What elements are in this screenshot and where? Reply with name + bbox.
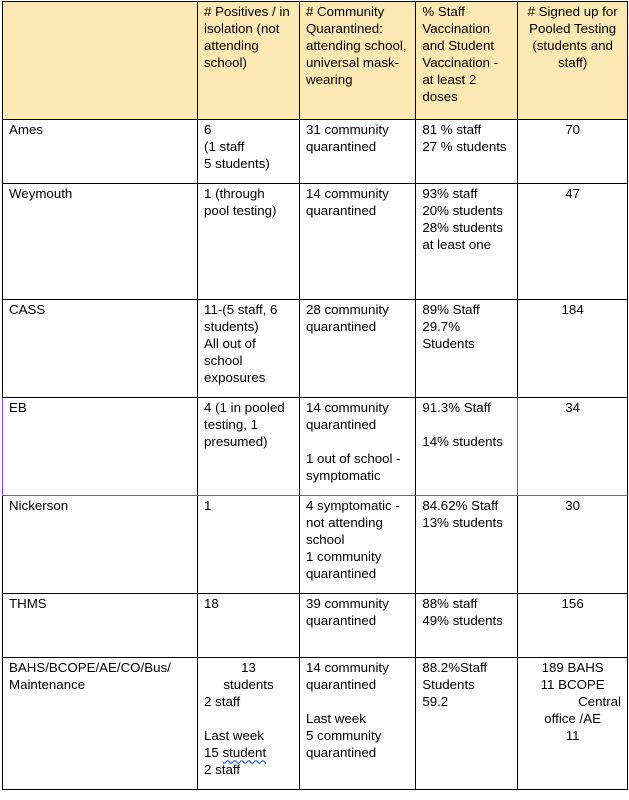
- table-row-bahs: [3, 658, 628, 790]
- positives-cell: [198, 594, 300, 658]
- table-row-cass: [3, 300, 628, 398]
- pooled-cell: 34: [518, 398, 628, 496]
- table-row-weymouth: [3, 184, 628, 300]
- spacer: [306, 693, 409, 710]
- vaccination-line: 20% students: [422, 203, 503, 218]
- vaccination-line: 27 % students: [422, 139, 507, 154]
- quarantined-line: Last week: [305, 711, 366, 726]
- positives-line: All out of school exposures: [204, 336, 266, 385]
- pooled-cell: [518, 658, 628, 790]
- quarantined-line: 39 community quarantined: [305, 596, 393, 628]
- header-school: [3, 2, 198, 120]
- positives-cell: [198, 120, 300, 184]
- positives-cell: [198, 300, 300, 398]
- positives-line: 18: [204, 596, 219, 611]
- table-row-ames: [3, 120, 628, 184]
- positives-cell: [198, 658, 300, 790]
- vaccination-line: 84.62% Staff: [422, 498, 499, 513]
- table-row-thms: [3, 594, 628, 658]
- vaccination-line: 14% students: [422, 434, 503, 449]
- header-vaccination: % Staff Vaccination and Student Vaccination - at least 2 doses: [416, 2, 518, 120]
- vaccination-line: Students: [422, 677, 475, 692]
- positives-line: 13: [241, 660, 256, 675]
- positives-cell: [198, 398, 300, 496]
- pooled-line: 11: [565, 728, 580, 743]
- quarantined-cell: [299, 398, 415, 496]
- pooled-cell: 184: [518, 300, 628, 398]
- positives-line: 2 staff: [204, 694, 241, 709]
- header-quarantined: # Community Quarantined: attending school, universal mask-wearing: [299, 2, 415, 120]
- vaccination-cell: [416, 120, 518, 184]
- quarantined-line: 14 community quarantined: [305, 186, 393, 218]
- pooled-cell: 30: [518, 496, 628, 594]
- positives-line: 6: [204, 122, 212, 137]
- pooled-cell: 70: [518, 120, 628, 184]
- vaccination-cell: [416, 658, 518, 790]
- vaccination-line: 93% staff: [422, 186, 478, 201]
- vaccination-line: 91.3% Staff: [422, 400, 491, 415]
- pooled-cell: 156: [518, 594, 628, 658]
- quarantined-line: 14 community quarantined: [305, 660, 393, 692]
- positives-line: students: [223, 677, 274, 692]
- quarantined-line: 5 community quarantined: [305, 728, 386, 760]
- quarantined-cell: [299, 594, 415, 658]
- pooled-line: office /AE: [544, 711, 601, 726]
- pooled-line: Central: [578, 694, 621, 709]
- positives-line: 1 (through pool testing): [204, 186, 277, 218]
- spacer: [306, 433, 409, 450]
- vaccination-line: 88.2%Staff: [422, 660, 488, 675]
- spellcheck-word: student: [222, 745, 267, 760]
- positives-line: [204, 744, 293, 761]
- covid-school-table: [2, 1, 628, 790]
- positives-cell: [198, 496, 300, 594]
- quarantined-cell: [299, 496, 415, 594]
- table-row-eb: [3, 398, 628, 496]
- pooled-line: 189 BAHS: [541, 660, 604, 675]
- positives-line: Last week: [204, 728, 264, 743]
- school-name: Weymouth: [3, 184, 198, 300]
- vaccination-cell: [416, 184, 518, 300]
- positives-lastweek-count: 15: [204, 745, 219, 760]
- school-name: CASS: [3, 300, 198, 398]
- quarantined-cell: [299, 300, 415, 398]
- pooled-cell: 47: [518, 184, 628, 300]
- quarantined-line: 31 community quarantined: [305, 122, 393, 154]
- vaccination-line: 13% students: [422, 515, 503, 530]
- vaccination-cell: [416, 398, 518, 496]
- quarantined-line: 28 community quarantined: [305, 302, 393, 334]
- header-row: [3, 2, 628, 120]
- school-name: Ames: [3, 120, 198, 184]
- school-name: BAHS/BCOPE/AE/CO/Bus/ Maintenance: [3, 658, 198, 790]
- vaccination-line: 88% staff: [422, 596, 478, 611]
- quarantined-line: 1 community quarantined: [305, 549, 386, 581]
- vaccination-line: 28% students at least one: [422, 220, 507, 252]
- vaccination-line: 29.7% Students: [422, 319, 475, 351]
- quarantined-line: 1 out of school - symptomatic: [305, 451, 405, 483]
- header-positives: # Positives / in isolation (not attending school): [198, 2, 300, 120]
- positives-line: (1 staff: [204, 139, 245, 154]
- quarantined-line: 14 community quarantined: [305, 400, 393, 432]
- quarantined-line: 4 symptomatic - not attending school: [305, 498, 404, 547]
- positives-line: 1: [204, 498, 212, 513]
- quarantined-cell: [299, 120, 415, 184]
- vaccination-cell: [416, 496, 518, 594]
- vaccination-line: 59.2: [422, 694, 449, 709]
- school-name: Nickerson: [3, 496, 198, 594]
- positives-line: 11-(5 staff, 6 students): [204, 302, 282, 334]
- header-pooled: # Signed up for Pooled Testing (students and staff): [518, 2, 628, 120]
- vaccination-line: 89% Staff: [422, 302, 480, 317]
- vaccination-cell: [416, 300, 518, 398]
- vaccination-cell: [416, 594, 518, 658]
- school-name: EB: [3, 398, 198, 496]
- vaccination-line: 49% students: [422, 613, 503, 628]
- table-row-nickerson: [3, 496, 628, 594]
- positives-cell: [198, 184, 300, 300]
- spacer: [422, 416, 511, 433]
- positives-line: 5 students): [204, 156, 270, 171]
- positives-line: 4 (1 in pooled testing, 1 presumed): [204, 400, 289, 449]
- spacer: [204, 710, 293, 727]
- school-name: THMS: [3, 594, 198, 658]
- vaccination-line: 81 % staff: [422, 122, 482, 137]
- pooled-line: 11 BCOPE: [540, 677, 605, 692]
- quarantined-cell: [299, 658, 415, 790]
- positives-line: 2 staff: [204, 762, 241, 777]
- quarantined-cell: [299, 184, 415, 300]
